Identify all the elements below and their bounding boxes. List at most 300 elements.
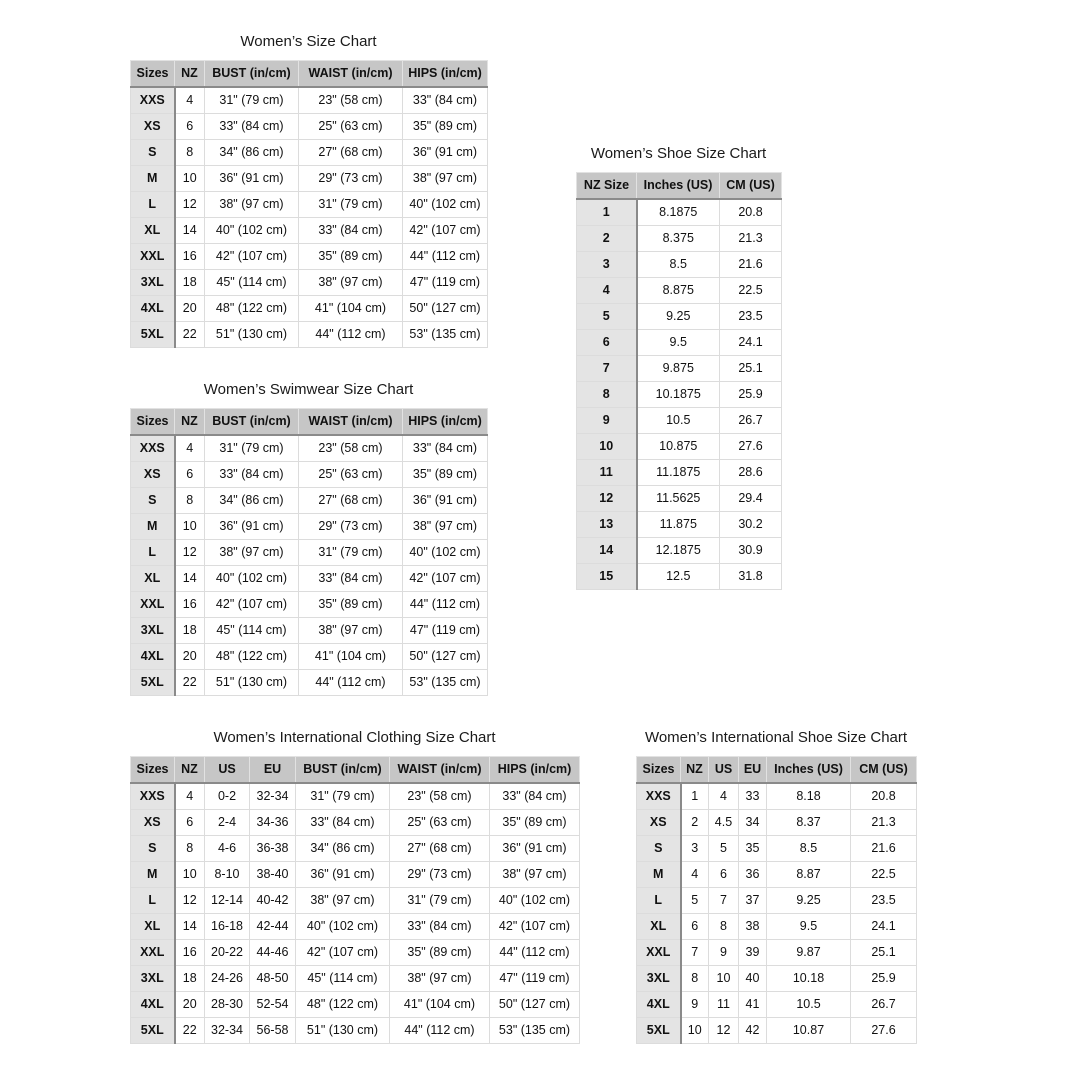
row-label: XS <box>637 809 681 835</box>
row-label: 10 <box>577 433 637 459</box>
table-cell: 33" (84 cm) <box>205 461 299 487</box>
table-cell: 7 <box>709 887 739 913</box>
table-row <box>577 199 782 226</box>
header-row <box>637 757 917 783</box>
column-header: Sizes <box>131 757 175 783</box>
row-label: L <box>131 539 175 565</box>
table-row <box>577 329 782 355</box>
column-header: NZ <box>175 61 205 87</box>
table-cell: 8.875 <box>637 277 720 303</box>
column-header: CM (US) <box>851 757 917 783</box>
table-cell: 21.6 <box>720 251 782 277</box>
table-row <box>637 991 917 1017</box>
table-cell: 38-40 <box>250 861 296 887</box>
row-label: XXL <box>131 939 175 965</box>
header-row <box>577 173 782 199</box>
table-cell: 44" (112 cm) <box>390 1017 490 1043</box>
table-cell: 25" (63 cm) <box>299 113 403 139</box>
table-cell: 25" (63 cm) <box>390 809 490 835</box>
table-cell: 48" (122 cm) <box>296 991 390 1017</box>
table-cell: 11.875 <box>637 511 720 537</box>
table-cell: 6 <box>175 809 205 835</box>
table-cell: 42" (107 cm) <box>205 243 299 269</box>
table-cell: 53" (135 cm) <box>403 321 488 347</box>
row-label: XL <box>637 913 681 939</box>
table-cell: 18 <box>175 269 205 295</box>
row-label: XXS <box>131 87 175 114</box>
table-cell: 51" (130 cm) <box>205 669 299 695</box>
table-cell: 36 <box>739 861 767 887</box>
table-cell: 22 <box>175 1017 205 1043</box>
row-label: L <box>131 887 175 913</box>
table-cell: 10 <box>175 861 205 887</box>
table-cell: 22.5 <box>720 277 782 303</box>
table-cell: 40" (102 cm) <box>403 191 488 217</box>
table-row <box>577 485 782 511</box>
table-cell: 10.18 <box>767 965 851 991</box>
row-label: S <box>637 835 681 861</box>
table-cell: 38" (97 cm) <box>403 165 488 191</box>
table-row <box>131 939 580 965</box>
table-cell: 33" (84 cm) <box>296 809 390 835</box>
column-header: HIPS (in/cm) <box>403 61 488 87</box>
row-label: 11 <box>577 459 637 485</box>
table-row <box>637 887 917 913</box>
table-cell: 31" (79 cm) <box>299 539 403 565</box>
table-cell: 36" (91 cm) <box>403 487 488 513</box>
table-cell: 10 <box>681 1017 709 1043</box>
shoe-size-table <box>576 172 782 590</box>
table-row <box>131 965 580 991</box>
chart-title: Women’s Shoe Size Chart <box>590 145 767 162</box>
row-label: S <box>131 139 175 165</box>
table-cell: 36-38 <box>250 835 296 861</box>
column-header: BUST (in/cm) <box>296 757 390 783</box>
table-cell: 20 <box>175 295 205 321</box>
table-cell: 42" (107 cm) <box>403 565 488 591</box>
table-cell: 35" (89 cm) <box>390 939 490 965</box>
row-label: 4 <box>577 277 637 303</box>
table-row <box>577 277 782 303</box>
table-cell: 4-6 <box>205 835 250 861</box>
table-row <box>131 887 580 913</box>
international-clothing-size-table <box>130 756 580 1044</box>
row-label: 13 <box>577 511 637 537</box>
column-header: CM (US) <box>720 173 782 199</box>
womens-swimwear-size-chart <box>130 381 487 696</box>
table-cell: 31" (79 cm) <box>390 887 490 913</box>
table-cell: 9.875 <box>637 355 720 381</box>
table-row <box>131 321 488 347</box>
row-label: L <box>637 887 681 913</box>
row-label: 4XL <box>131 991 175 1017</box>
table-cell: 10.1875 <box>637 381 720 407</box>
row-label: 7 <box>577 355 637 381</box>
table-cell: 29" (73 cm) <box>299 165 403 191</box>
table-cell: 33" (84 cm) <box>205 113 299 139</box>
table-cell: 53" (135 cm) <box>490 1017 580 1043</box>
table-cell: 21.3 <box>851 809 917 835</box>
table-cell: 24-26 <box>205 965 250 991</box>
table-cell: 9.5 <box>637 329 720 355</box>
table-row <box>131 191 488 217</box>
row-label: XXL <box>131 591 175 617</box>
table-cell: 36" (91 cm) <box>296 861 390 887</box>
table-row <box>131 165 488 191</box>
table-row <box>131 243 488 269</box>
table-cell: 31" (79 cm) <box>205 435 299 462</box>
table-row <box>637 861 917 887</box>
table-cell: 53" (135 cm) <box>403 669 488 695</box>
table-cell: 8.375 <box>637 225 720 251</box>
table-row <box>131 913 580 939</box>
table-cell: 25.9 <box>720 381 782 407</box>
table-row <box>577 563 782 589</box>
table-cell: 8.5 <box>637 251 720 277</box>
table-cell: 29" (73 cm) <box>390 861 490 887</box>
row-label: 1 <box>577 199 637 226</box>
table-cell: 44" (112 cm) <box>299 321 403 347</box>
table-cell: 27" (68 cm) <box>390 835 490 861</box>
table-row <box>131 809 580 835</box>
table-cell: 18 <box>175 965 205 991</box>
table-cell: 16-18 <box>205 913 250 939</box>
row-label: XS <box>131 809 175 835</box>
table-row <box>131 539 488 565</box>
row-label: XXS <box>131 435 175 462</box>
table-cell: 8 <box>175 139 205 165</box>
table-cell: 8 <box>175 835 205 861</box>
womens-size-chart <box>130 33 487 348</box>
table-cell: 51" (130 cm) <box>205 321 299 347</box>
womens-shoe-size-chart <box>576 145 781 590</box>
table-cell: 9.87 <box>767 939 851 965</box>
table-cell: 33" (84 cm) <box>299 217 403 243</box>
row-label: XXS <box>131 783 175 810</box>
table-cell: 48" (122 cm) <box>205 295 299 321</box>
column-header: Inches (US) <box>767 757 851 783</box>
table-cell: 35 <box>739 835 767 861</box>
column-header: BUST (in/cm) <box>205 409 299 435</box>
table-cell: 3 <box>681 835 709 861</box>
table-cell: 56-58 <box>250 1017 296 1043</box>
table-row <box>577 433 782 459</box>
table-cell: 34 <box>739 809 767 835</box>
row-label: XS <box>131 113 175 139</box>
header-row <box>131 757 580 783</box>
table-row <box>131 565 488 591</box>
table-row <box>131 461 488 487</box>
column-header: HIPS (in/cm) <box>403 409 488 435</box>
table-cell: 33 <box>739 783 767 810</box>
table-cell: 27.6 <box>851 1017 917 1043</box>
table-row <box>131 217 488 243</box>
table-cell: 14 <box>175 565 205 591</box>
table-cell: 2-4 <box>205 809 250 835</box>
table-row <box>577 303 782 329</box>
table-cell: 42" (107 cm) <box>403 217 488 243</box>
column-header: Sizes <box>131 409 175 435</box>
row-label: XL <box>131 217 175 243</box>
row-label: XXS <box>637 783 681 810</box>
column-header: NZ <box>175 409 205 435</box>
table-cell: 8.87 <box>767 861 851 887</box>
table-cell: 36" (91 cm) <box>490 835 580 861</box>
table-row <box>577 251 782 277</box>
table-cell: 8 <box>681 965 709 991</box>
table-cell: 0-2 <box>205 783 250 810</box>
row-label: 5XL <box>131 1017 175 1043</box>
column-header: US <box>709 757 739 783</box>
column-header: EU <box>250 757 296 783</box>
row-label: 12 <box>577 485 637 511</box>
womens-international-clothing-size-chart <box>130 729 579 1044</box>
table-cell: 9.25 <box>637 303 720 329</box>
table-cell: 39 <box>739 939 767 965</box>
womens-international-shoe-size-chart <box>636 729 916 1044</box>
table-cell: 36" (91 cm) <box>205 165 299 191</box>
table-cell: 10 <box>709 965 739 991</box>
table-cell: 10 <box>175 165 205 191</box>
row-label: XXL <box>131 243 175 269</box>
row-label: 5XL <box>637 1017 681 1043</box>
table-cell: 31" (79 cm) <box>299 191 403 217</box>
table-cell: 14 <box>175 217 205 243</box>
table-row <box>131 591 488 617</box>
table-cell: 50" (127 cm) <box>490 991 580 1017</box>
table-cell: 12.5 <box>637 563 720 589</box>
table-cell: 8.37 <box>767 809 851 835</box>
table-cell: 16 <box>175 939 205 965</box>
table-cell: 35" (89 cm) <box>299 591 403 617</box>
table-cell: 20 <box>175 643 205 669</box>
table-row <box>637 939 917 965</box>
table-cell: 34" (86 cm) <box>205 139 299 165</box>
row-label: S <box>131 835 175 861</box>
table-cell: 38" (97 cm) <box>299 617 403 643</box>
row-label: XXL <box>637 939 681 965</box>
table-cell: 32-34 <box>250 783 296 810</box>
table-cell: 27" (68 cm) <box>299 487 403 513</box>
table-cell: 12 <box>175 887 205 913</box>
table-cell: 20.8 <box>851 783 917 810</box>
column-header: NZ <box>681 757 709 783</box>
column-header: Inches (US) <box>637 173 720 199</box>
table-row <box>637 965 917 991</box>
table-cell: 21.6 <box>851 835 917 861</box>
table-cell: 44" (112 cm) <box>490 939 580 965</box>
chart-title: Women’s Swimwear Size Chart <box>203 381 414 398</box>
row-label: L <box>131 191 175 217</box>
table-cell: 21.3 <box>720 225 782 251</box>
chart-title: Women’s International Clothing Size Chart <box>213 729 496 746</box>
header-row <box>131 409 488 435</box>
table-cell: 10.5 <box>767 991 851 1017</box>
table-row <box>577 407 782 433</box>
table-cell: 33" (84 cm) <box>490 783 580 810</box>
table-cell: 40" (102 cm) <box>403 539 488 565</box>
row-label: 3XL <box>131 617 175 643</box>
table-cell: 23" (58 cm) <box>299 87 403 114</box>
table-row <box>577 225 782 251</box>
column-header: NZ <box>175 757 205 783</box>
table-cell: 12-14 <box>205 887 250 913</box>
table-cell: 51" (130 cm) <box>296 1017 390 1043</box>
table-cell: 30.2 <box>720 511 782 537</box>
table-cell: 48" (122 cm) <box>205 643 299 669</box>
column-header: NZ Size <box>577 173 637 199</box>
table-cell: 20.8 <box>720 199 782 226</box>
table-row <box>131 1017 580 1043</box>
table-cell: 47" (119 cm) <box>403 617 488 643</box>
row-label: M <box>131 513 175 539</box>
table-cell: 27.6 <box>720 433 782 459</box>
table-cell: 38" (97 cm) <box>390 965 490 991</box>
table-cell: 5 <box>709 835 739 861</box>
column-header: WAIST (in/cm) <box>390 757 490 783</box>
row-label: 8 <box>577 381 637 407</box>
table-row <box>131 669 488 695</box>
table-cell: 10.5 <box>637 407 720 433</box>
row-label: 5XL <box>131 321 175 347</box>
table-cell: 42" (107 cm) <box>296 939 390 965</box>
table-row <box>131 991 580 1017</box>
table-cell: 11.1875 <box>637 459 720 485</box>
table-cell: 12.1875 <box>637 537 720 563</box>
table-row <box>131 861 580 887</box>
table-cell: 40" (102 cm) <box>205 217 299 243</box>
table-cell: 48-50 <box>250 965 296 991</box>
table-cell: 45" (114 cm) <box>296 965 390 991</box>
table-cell: 12 <box>175 191 205 217</box>
table-cell: 12 <box>709 1017 739 1043</box>
table-cell: 10 <box>175 513 205 539</box>
table-cell: 9.25 <box>767 887 851 913</box>
table-row <box>131 113 488 139</box>
table-cell: 33" (84 cm) <box>299 565 403 591</box>
table-cell: 24.1 <box>851 913 917 939</box>
table-row <box>131 269 488 295</box>
row-label: 5XL <box>131 669 175 695</box>
row-label: M <box>131 165 175 191</box>
row-label: 3XL <box>131 965 175 991</box>
table-cell: 38" (97 cm) <box>296 887 390 913</box>
table-cell: 23.5 <box>851 887 917 913</box>
table-cell: 36" (91 cm) <box>205 513 299 539</box>
table-row <box>131 513 488 539</box>
table-cell: 7 <box>681 939 709 965</box>
table-cell: 38" (97 cm) <box>403 513 488 539</box>
table-cell: 27" (68 cm) <box>299 139 403 165</box>
table-row <box>577 381 782 407</box>
table-cell: 38" (97 cm) <box>299 269 403 295</box>
table-cell: 4 <box>175 435 205 462</box>
column-header: Sizes <box>637 757 681 783</box>
table-cell: 6 <box>175 461 205 487</box>
row-label: XS <box>131 461 175 487</box>
table-row <box>637 835 917 861</box>
table-row <box>131 139 488 165</box>
row-label: 2 <box>577 225 637 251</box>
table-cell: 38" (97 cm) <box>205 539 299 565</box>
row-label: 4XL <box>637 991 681 1017</box>
table-row <box>637 783 917 810</box>
table-cell: 23.5 <box>720 303 782 329</box>
table-cell: 41 <box>739 991 767 1017</box>
table-cell: 8.1875 <box>637 199 720 226</box>
column-header: WAIST (in/cm) <box>299 61 403 87</box>
table-cell: 45" (114 cm) <box>205 617 299 643</box>
table-cell: 22 <box>175 669 205 695</box>
table-cell: 41" (104 cm) <box>390 991 490 1017</box>
table-cell: 30.9 <box>720 537 782 563</box>
row-label: 3XL <box>131 269 175 295</box>
table-cell: 41" (104 cm) <box>299 643 403 669</box>
table-cell: 25.1 <box>720 355 782 381</box>
table-cell: 52-54 <box>250 991 296 1017</box>
table-row <box>131 783 580 810</box>
table-row <box>131 87 488 114</box>
table-cell: 28-30 <box>205 991 250 1017</box>
row-label: 9 <box>577 407 637 433</box>
table-row <box>577 355 782 381</box>
table-cell: 16 <box>175 591 205 617</box>
table-cell: 35" (89 cm) <box>403 461 488 487</box>
table-cell: 38 <box>739 913 767 939</box>
table-cell: 34-36 <box>250 809 296 835</box>
table-row <box>637 1017 917 1043</box>
table-cell: 44-46 <box>250 939 296 965</box>
table-cell: 28.6 <box>720 459 782 485</box>
table-cell: 33" (84 cm) <box>390 913 490 939</box>
column-header: US <box>205 757 250 783</box>
table-cell: 40" (102 cm) <box>296 913 390 939</box>
table-cell: 10.875 <box>637 433 720 459</box>
table-cell: 23" (58 cm) <box>299 435 403 462</box>
row-label: 3XL <box>637 965 681 991</box>
table-row <box>577 537 782 563</box>
table-cell: 33" (84 cm) <box>403 87 488 114</box>
table-cell: 24.1 <box>720 329 782 355</box>
table-cell: 22 <box>175 321 205 347</box>
table-cell: 37 <box>739 887 767 913</box>
table-cell: 41" (104 cm) <box>299 295 403 321</box>
table-cell: 34" (86 cm) <box>205 487 299 513</box>
table-row <box>131 435 488 462</box>
table-cell: 11.5625 <box>637 485 720 511</box>
table-cell: 50" (127 cm) <box>403 643 488 669</box>
table-cell: 8 <box>709 913 739 939</box>
table-cell: 35" (89 cm) <box>490 809 580 835</box>
table-cell: 26.7 <box>720 407 782 433</box>
table-cell: 18 <box>175 617 205 643</box>
table-row <box>637 913 917 939</box>
table-cell: 44" (112 cm) <box>403 243 488 269</box>
table-cell: 4 <box>681 861 709 887</box>
table-cell: 45" (114 cm) <box>205 269 299 295</box>
row-label: XL <box>131 565 175 591</box>
table-cell: 1 <box>681 783 709 810</box>
table-cell: 8-10 <box>205 861 250 887</box>
table-cell: 6 <box>681 913 709 939</box>
row-label: 4XL <box>131 643 175 669</box>
table-cell: 4 <box>175 783 205 810</box>
column-header: EU <box>739 757 767 783</box>
table-cell: 31" (79 cm) <box>296 783 390 810</box>
table-cell: 42" (107 cm) <box>205 591 299 617</box>
table-cell: 14 <box>175 913 205 939</box>
table-cell: 44" (112 cm) <box>299 669 403 695</box>
